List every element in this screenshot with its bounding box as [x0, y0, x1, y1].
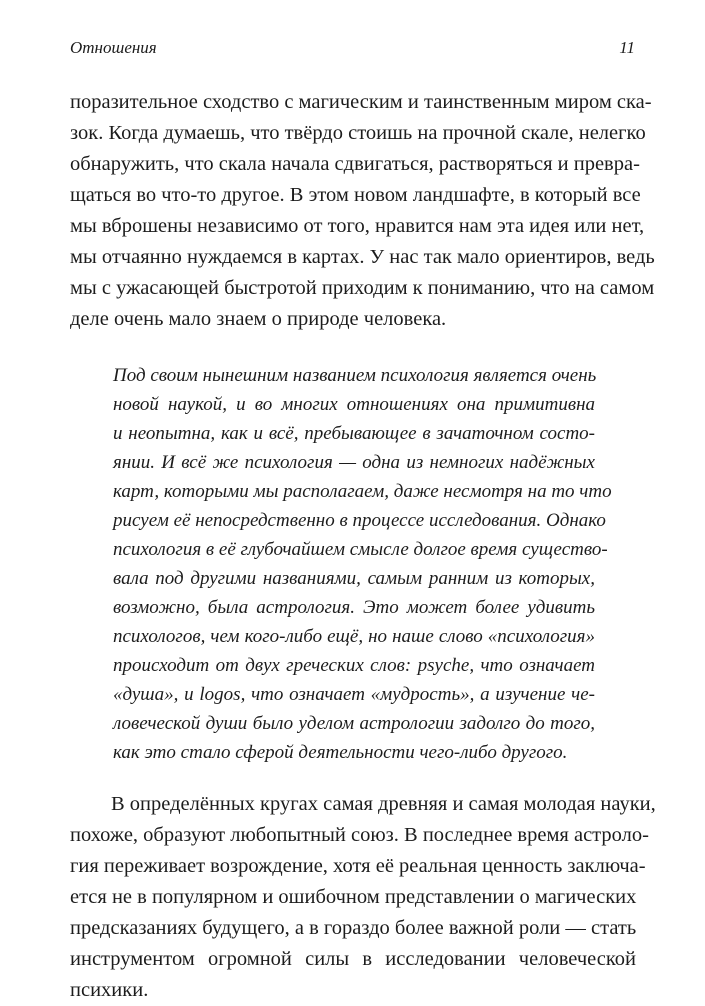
text-line: деле очень мало знаем о природе человека.: [70, 308, 447, 330]
page-number: 11: [619, 38, 635, 57]
quote-line: возможно, была астрология. Это может более удивить: [113, 597, 595, 618]
quote-line: вала под другими названиями, самым ранним из которых,: [113, 568, 595, 589]
text-line: мы с ужасающей быстротой приходим к пониманию, что на самом: [70, 277, 655, 299]
text-line: гия переживает возрождение, хотя её реальная ценность заключа-: [70, 855, 646, 877]
quote-line: и неопытна, как и всё, пребывающее в зачаточном состо-: [113, 423, 595, 444]
text-line: поразительное сходство с магическим и таинственным миром ска-: [70, 91, 652, 113]
quote-line: психология в её глубочайшем смысле долгое время существо-: [113, 539, 608, 560]
text-line: ется не в популярном и ошибочном представлении о магических: [70, 886, 637, 908]
quote-line: янии. И всё же психология — одна из немногих надёжных: [113, 452, 595, 473]
text-line: В определённых кругах самая древняя и самая молодая науки,: [111, 793, 656, 815]
quote-line: карт, которыми мы располагаем, даже несмотря на то что: [113, 481, 612, 502]
running-title: Отношения: [70, 38, 157, 57]
text-line: зок. Когда думаешь, что твёрдо стоишь на прочной скале, нелегко: [70, 122, 646, 144]
text-line: обнаружить, что скала начала сдвигаться, растворяться и превра-: [70, 153, 640, 175]
text-line: мы отчаянно нуждаемся в картах. У нас так мало ориентиров, ведь: [70, 246, 655, 268]
quote-line: «душа», и logos, что означает «мудрость», а изучение че-: [113, 684, 595, 705]
text-line: щаться во что-то другое. В этом новом ландшафте, в который все: [70, 184, 641, 206]
quote-line: ловеческой души было уделом астрологии задолго до того,: [113, 713, 595, 734]
text-line: инструментом огромной силы в исследовании человеческой: [70, 948, 636, 970]
quote-line: Под своим нынешним названием психология является очень: [113, 365, 597, 386]
text-line: мы вброшены независимо от того, нравится нам эта идея или нет,: [70, 215, 645, 237]
text-line: похоже, образуют любопытный союз. В последнее время астроло-: [70, 824, 649, 846]
running-header: [70, 38, 635, 62]
quote-line: происходит от двух греческих слов: psyche, что означает: [113, 655, 595, 676]
quote-line: новой наукой, и во многих отношениях она примитивна: [113, 394, 595, 415]
quote-line: как это стало сферой деятельности чего-либо другого.: [113, 742, 568, 763]
text-line: предсказаниях будущего, а в гораздо более важной роли — стать: [70, 917, 637, 939]
quote-line: психологов, чем кого-либо ещё, но наше слово «психология»: [113, 626, 595, 647]
text-line: психики.: [70, 979, 149, 1001]
quote-line: рисуем её непосредственно в процессе исследования. Однако: [113, 510, 606, 531]
